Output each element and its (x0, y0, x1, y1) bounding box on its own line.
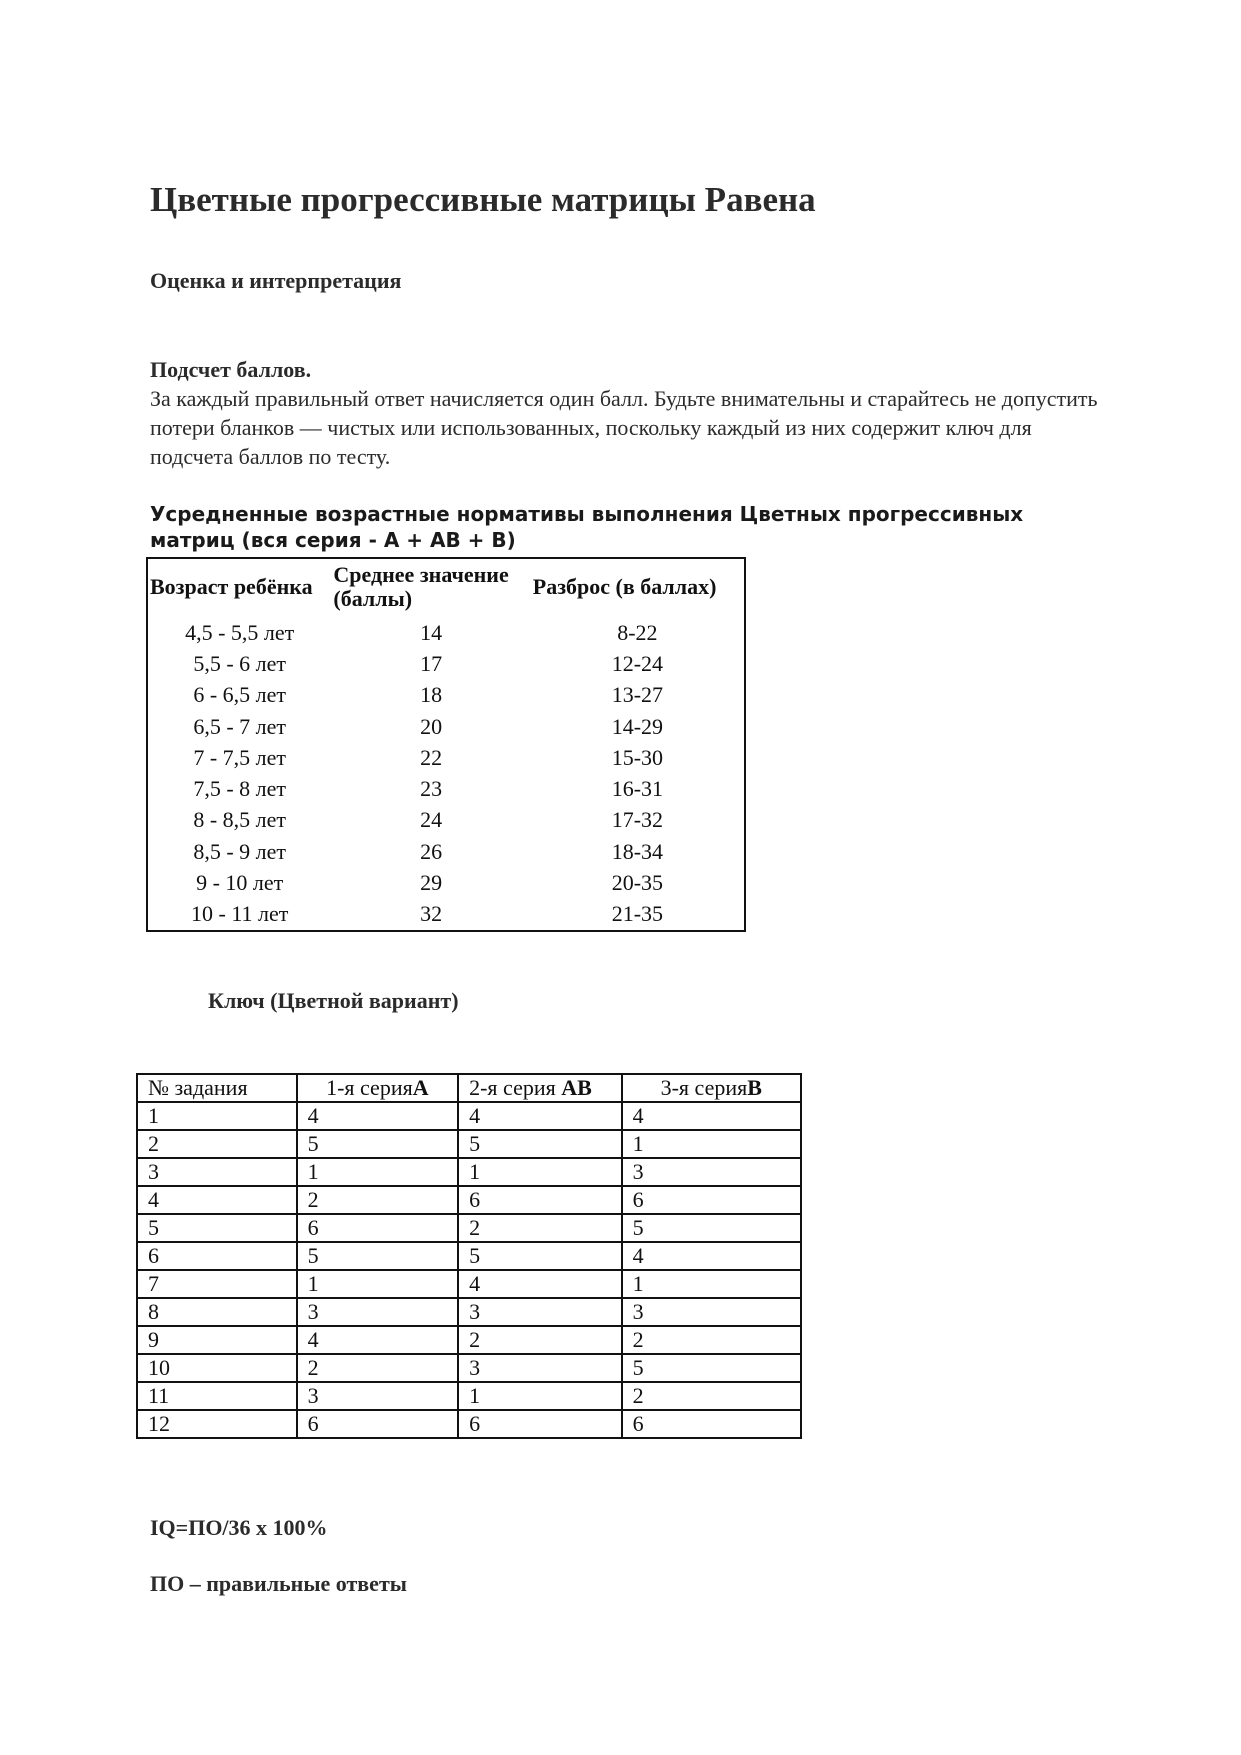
key-row (137, 1326, 801, 1354)
norms-cell-range: 15-30 (611, 744, 664, 770)
norms-caption-line2: матриц (вся серия - А + АВ + В) (150, 528, 516, 552)
norms-row (147, 648, 745, 679)
key-table (136, 1073, 802, 1439)
norms-row (147, 805, 745, 836)
key-cell-n: 3 (137, 1158, 297, 1186)
key-cell-b: 3 (622, 1158, 801, 1186)
key-cell-n: 11 (137, 1382, 297, 1410)
key-cell-a: 5 (297, 1242, 459, 1270)
key-cell-b: 6 (622, 1410, 801, 1438)
key-cell-ab: 6 (458, 1186, 621, 1214)
norms-cell-age: 4,5 - 5,5 лет (185, 619, 295, 645)
key-row (137, 1186, 801, 1214)
norms-cell-mean: 32 (420, 901, 443, 927)
norms-header-range: Разброс (в баллах) (532, 574, 717, 599)
norms-cell-age: 7 - 7,5 лет (193, 744, 287, 770)
formula-legend: ПО – правильные ответы (150, 1571, 407, 1596)
key-table-body (137, 1102, 801, 1438)
key-row (137, 1354, 801, 1382)
key-cell-n: 4 (137, 1186, 297, 1214)
key-cell-ab: 4 (458, 1270, 621, 1298)
norms-cell-range: 13-27 (611, 682, 664, 708)
key-cell-ab: 4 (458, 1102, 621, 1130)
key-cell-a: 1 (297, 1158, 459, 1186)
key-cell-a: 1 (297, 1270, 459, 1298)
key-cell-n: 9 (137, 1326, 297, 1354)
norms-row (147, 611, 745, 648)
key-row (137, 1270, 801, 1298)
norms-row (147, 773, 745, 804)
norms-cell-mean: 22 (420, 744, 443, 770)
norms-row (147, 680, 745, 711)
key-cell-b: 1 (622, 1130, 801, 1158)
key-cell-n: 6 (137, 1242, 297, 1270)
key-header-series-a: 1-я серияА (297, 1074, 459, 1102)
norms-row (147, 836, 745, 867)
norms-cell-age: 8 - 8,5 лет (193, 807, 287, 833)
key-cell-ab: 2 (458, 1326, 621, 1354)
key-cell-b: 6 (622, 1186, 801, 1214)
norms-header-mean-line2: (баллы) (333, 586, 413, 611)
key-cell-b: 4 (622, 1102, 801, 1130)
key-cell-n: 12 (137, 1410, 297, 1438)
norms-cell-mean: 26 (420, 838, 443, 864)
norms-row (147, 742, 745, 773)
key-cell-a: 4 (297, 1326, 459, 1354)
key-cell-ab: 1 (458, 1158, 621, 1186)
norms-cell-mean: 18 (420, 682, 443, 708)
key-header-series-b: 3-я серияВ (622, 1074, 801, 1102)
norms-header-age: Возраст ребёнка (150, 574, 313, 599)
norms-cell-range: 8-22 (617, 619, 658, 645)
norms-cell-mean: 14 (420, 619, 443, 645)
key-cell-n: 2 (137, 1130, 297, 1158)
norms-cell-mean: 23 (420, 776, 443, 802)
norms-cell-range: 16-31 (611, 776, 664, 802)
section-heading: Оценка и интерпретация (150, 268, 402, 293)
key-row (137, 1214, 801, 1242)
norms-cell-range: 21-35 (611, 901, 664, 927)
norms-cell-range: 17-32 (611, 807, 664, 833)
norms-row (147, 899, 745, 931)
key-caption: Ключ (Цветной вариант) (208, 988, 459, 1013)
key-cell-a: 2 (297, 1186, 459, 1214)
key-cell-b: 1 (622, 1270, 801, 1298)
key-cell-a: 3 (297, 1298, 459, 1326)
key-cell-ab: 5 (458, 1242, 621, 1270)
key-row (137, 1410, 801, 1438)
norms-caption-line1: Усредненные возрастные нормативы выполнения Цветных прогрессивных (150, 502, 1024, 526)
key-cell-b: 5 (622, 1214, 801, 1242)
norms-cell-range: 14-29 (611, 713, 664, 739)
key-header-series-ab: 2-я серия АВ (458, 1074, 621, 1102)
scoring-heading: Подсчет баллов. (150, 357, 312, 382)
key-row (137, 1158, 801, 1186)
key-cell-ab: 5 (458, 1130, 621, 1158)
norms-cell-age: 8,5 - 9 лет (193, 838, 287, 864)
key-cell-ab: 6 (458, 1410, 621, 1438)
norms-row (147, 867, 745, 898)
key-cell-a: 4 (297, 1102, 459, 1130)
key-cell-b: 2 (622, 1326, 801, 1354)
page-title: Цветные прогрессивные матрицы Равена (150, 180, 816, 219)
norms-cell-range: 20-35 (611, 870, 664, 896)
norms-table (146, 557, 746, 932)
key-row (137, 1382, 801, 1410)
iq-formula: IQ=ПО/36 х 100% (150, 1515, 328, 1540)
norms-header-mean (331, 558, 530, 611)
key-cell-a: 6 (297, 1410, 459, 1438)
norms-cell-age: 5,5 - 6 лет (193, 650, 287, 676)
key-cell-n: 7 (137, 1270, 297, 1298)
scoring-paragraph (150, 355, 1110, 471)
norms-cell-mean: 29 (420, 870, 443, 896)
key-row (137, 1242, 801, 1270)
key-cell-n: 5 (137, 1214, 297, 1242)
key-cell-a: 5 (297, 1130, 459, 1158)
norms-cell-mean: 17 (420, 650, 443, 676)
norms-row (147, 711, 745, 742)
key-cell-b: 4 (622, 1242, 801, 1270)
key-header-task: № задания (137, 1074, 297, 1102)
norms-cell-age: 10 - 11 лет (191, 901, 289, 927)
norms-cell-mean: 24 (420, 807, 443, 833)
key-cell-ab: 3 (458, 1354, 621, 1382)
norms-cell-range: 18-34 (611, 838, 664, 864)
norms-cell-age: 9 - 10 лет (196, 870, 284, 896)
norms-cell-age: 7,5 - 8 лет (193, 776, 287, 802)
key-row (137, 1298, 801, 1326)
key-cell-a: 6 (297, 1214, 459, 1242)
key-cell-a: 3 (297, 1382, 459, 1410)
key-cell-n: 1 (137, 1102, 297, 1130)
norms-cell-range: 12-24 (611, 650, 664, 676)
key-cell-ab: 3 (458, 1298, 621, 1326)
norms-header-mean-line1: Среднее значение (333, 562, 509, 587)
norms-cell-mean: 20 (420, 713, 443, 739)
key-row (137, 1130, 801, 1158)
key-cell-ab: 1 (458, 1382, 621, 1410)
key-cell-n: 8 (137, 1298, 297, 1326)
key-cell-b: 2 (622, 1382, 801, 1410)
key-cell-b: 3 (622, 1298, 801, 1326)
scoring-text: За каждый правильный ответ начисляется один балл. Будьте внимательны и старайтесь не допустить потери бланков — чистых или использованных, поскольку каждый из них содержит ключ для подсчета баллов по тесту. (150, 386, 1098, 469)
norms-caption (150, 501, 1023, 553)
key-cell-b: 5 (622, 1354, 801, 1382)
key-row (137, 1102, 801, 1130)
key-cell-a: 2 (297, 1354, 459, 1382)
norms-cell-age: 6 - 6,5 лет (193, 682, 287, 708)
norms-table-body (147, 611, 745, 931)
key-cell-ab: 2 (458, 1214, 621, 1242)
norms-cell-age: 6,5 - 7 лет (193, 713, 287, 739)
key-cell-n: 10 (137, 1354, 297, 1382)
